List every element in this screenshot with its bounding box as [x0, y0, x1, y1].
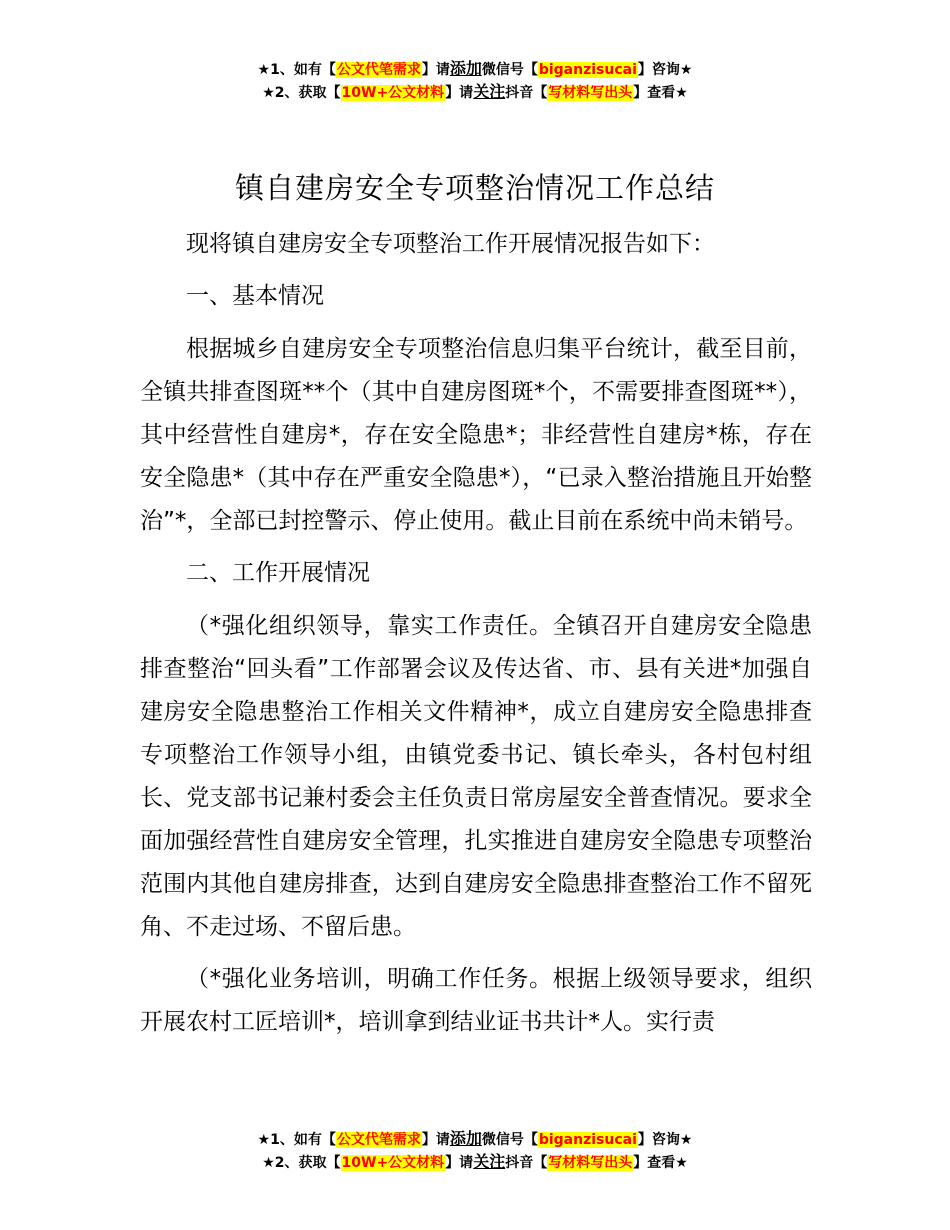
highlight-service: 公文代笔需求 [336, 1132, 421, 1148]
body-paragraph: 根据城乡自建房安全专项整治信息归集平台统计，截至目前，全镇共排查图斑**个（其中自建房图斑*个，不需要排查图斑**），其中经营性自建房*，存在安全隐患*；非经营性自建房*栋，存在安全隐患*（其中存在严重安全隐患*），“已录入整治措施且开始整治”*，全部已封控警示、停止使用。截止目前在系统中尚未销号。 [140, 336, 812, 534]
banner-text: 微信号【 [481, 1132, 538, 1148]
banner-text: 】请 [421, 1132, 450, 1148]
section-heading: 二、工作开展情况 [186, 560, 370, 586]
banner-text: 】请 [421, 62, 450, 78]
intro-paragraph: 现将镇自建房安全专项整治工作开展情况报告如下： [186, 231, 715, 257]
banner-line-2 [0, 81, 950, 104]
highlight-douyin: 写材料写出头 [548, 85, 633, 101]
banner-text: 抖音【 [505, 1155, 548, 1171]
header-banner [0, 58, 950, 104]
banner-text: 】查看★ [633, 1155, 688, 1171]
banner-line-1 [0, 1128, 950, 1151]
banner-text: 】查看★ [633, 85, 688, 101]
banner-underlined: 添加 [449, 1129, 482, 1148]
banner-text: 微信号【 [481, 62, 538, 78]
highlight-wechat-id: biganzisucai [538, 62, 637, 78]
banner-text: 】请 [445, 1155, 474, 1171]
banner-text: 】咨询★ [637, 1132, 693, 1148]
banner-text: 】请 [445, 85, 474, 101]
banner-underlined: 添加 [449, 59, 482, 78]
body-paragraph: （*强化业务培训，明确工作任务。根据上级领导要求，组织开展农村工匠培训*，培训拿到结业证书共计*人。实行责 [140, 966, 812, 1035]
banner-text: 】咨询★ [637, 62, 693, 78]
banner-line-2 [0, 1151, 950, 1174]
document-title: 镇自建房安全专项整治情况工作总结 [234, 171, 715, 205]
banner-underlined: 关注 [473, 1152, 506, 1171]
banner-text: ★2、获取【 [262, 85, 341, 101]
banner-text: ★1、如有【 [257, 62, 336, 78]
document-body [140, 223, 812, 1053]
banner-text: ★2、获取【 [262, 1155, 341, 1171]
footer-banner [0, 1128, 950, 1174]
section-heading: 一、基本情况 [186, 283, 324, 309]
highlight-service: 公文代笔需求 [336, 62, 421, 78]
banner-underlined: 关注 [473, 82, 506, 101]
highlight-wechat-id: biganzisucai [538, 1132, 637, 1148]
banner-text: 抖音【 [505, 85, 548, 101]
banner-line-1 [0, 58, 950, 81]
highlight-douyin: 写材料写出头 [548, 1155, 633, 1171]
highlight-materials: 10W+公文材料 [341, 1155, 445, 1171]
highlight-materials: 10W+公文材料 [341, 85, 445, 101]
body-paragraph: （*强化组织领导，靠实工作责任。全镇召开自建房安全隐患排查整治“回头看”工作部署会议及传达省、市、县有关进*加强自建房安全隐患整治工作相关文件精神*，成立自建房安全隐患排查专项整治工作领导小组，由镇党委书记、镇长牵头，各村包村组长、党支部书记兼村委会主任负责日常房屋安全普查情况。要求全面加强经营性自建房安全管理，扎实推进自建房安全隐患专项整治范围内其他自建房排查，达到自建房安全隐患排查整治工作不留死角、不走过场、不留后患。 [140, 613, 812, 940]
banner-text: ★1、如有【 [257, 1132, 336, 1148]
